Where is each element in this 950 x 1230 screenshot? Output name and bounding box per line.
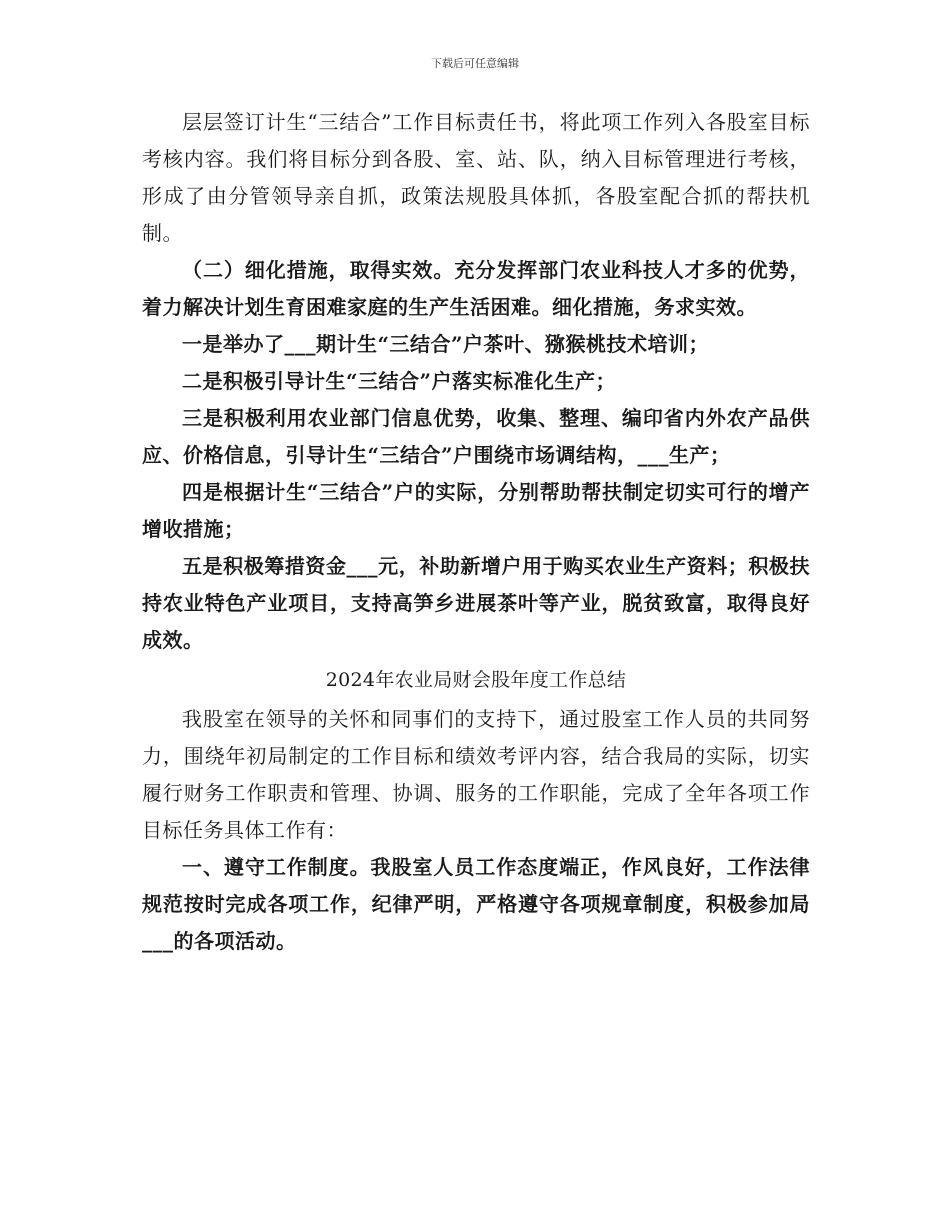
paragraph-item-five: 五是积极筹措资金___元，补助新增户用于购买农业生产资料；积极扶持农业特色产业项目，支持高笋乡进展茶叶等产业，脱贫致富，取得良好成效。: [142, 554, 810, 652]
paragraph-target-responsibility: 层层签订计生“三结合”工作目标责任书，将此项工作列入各股室目标考核内容。我们将目标分到各股、室、站、队，纳入目标管理进行考核，形成了由分管领导亲自抓，政策法规股具体抓，各股室配合抓的帮扶机制。: [142, 110, 810, 245]
paragraph-item-three: 三是积极利用农业部门信息优势，收集、整理、编印省内外农产品供应、价格信息，引导计生“三结合”户围绕市场调结构，___生产；: [142, 406, 810, 467]
page-header-note: 下载后可任意编辑: [431, 57, 519, 70]
document-body: [142, 104, 810, 960]
paragraph-summary-intro: 我股室在领导的关怀和同事们的支持下，通过股室工作人员的共同努力，围绕年初局制定的工作目标和绩效考评内容，结合我局的实际，切实履行财务工作职责和管理、协调、服务的工作职能，完成了全年各项工作目标任务具体工作有：: [142, 707, 810, 842]
section-title: 2024年农业局财会股年度工作总结: [325, 669, 627, 691]
paragraph-work-discipline: 一、遵守工作制度。我股室人员工作态度端正，作风良好，工作法律规范按时完成各项工作，纪律严明，严格遵守各项规章制度，积极参加局___的各项活动。: [142, 855, 810, 953]
paragraph-item-four: 四是根据计生“三结合”户的实际，分别帮助帮扶制定切实可行的增产增收措施；: [142, 480, 810, 541]
paragraph-item-two: 二是积极引导计生“三结合”户落实标准化生产；: [182, 369, 617, 393]
paragraph-refine-measures: （二）细化措施，取得实效。充分发挥部门农业科技人才多的优势，着力解决计划生育困难家庭的生产生活困难。细化措施，务求实效。: [142, 258, 810, 319]
paragraph-item-one: 一是举办了___期计生“三结合”户茶叶、猕猴桃技术培训；: [182, 332, 710, 356]
